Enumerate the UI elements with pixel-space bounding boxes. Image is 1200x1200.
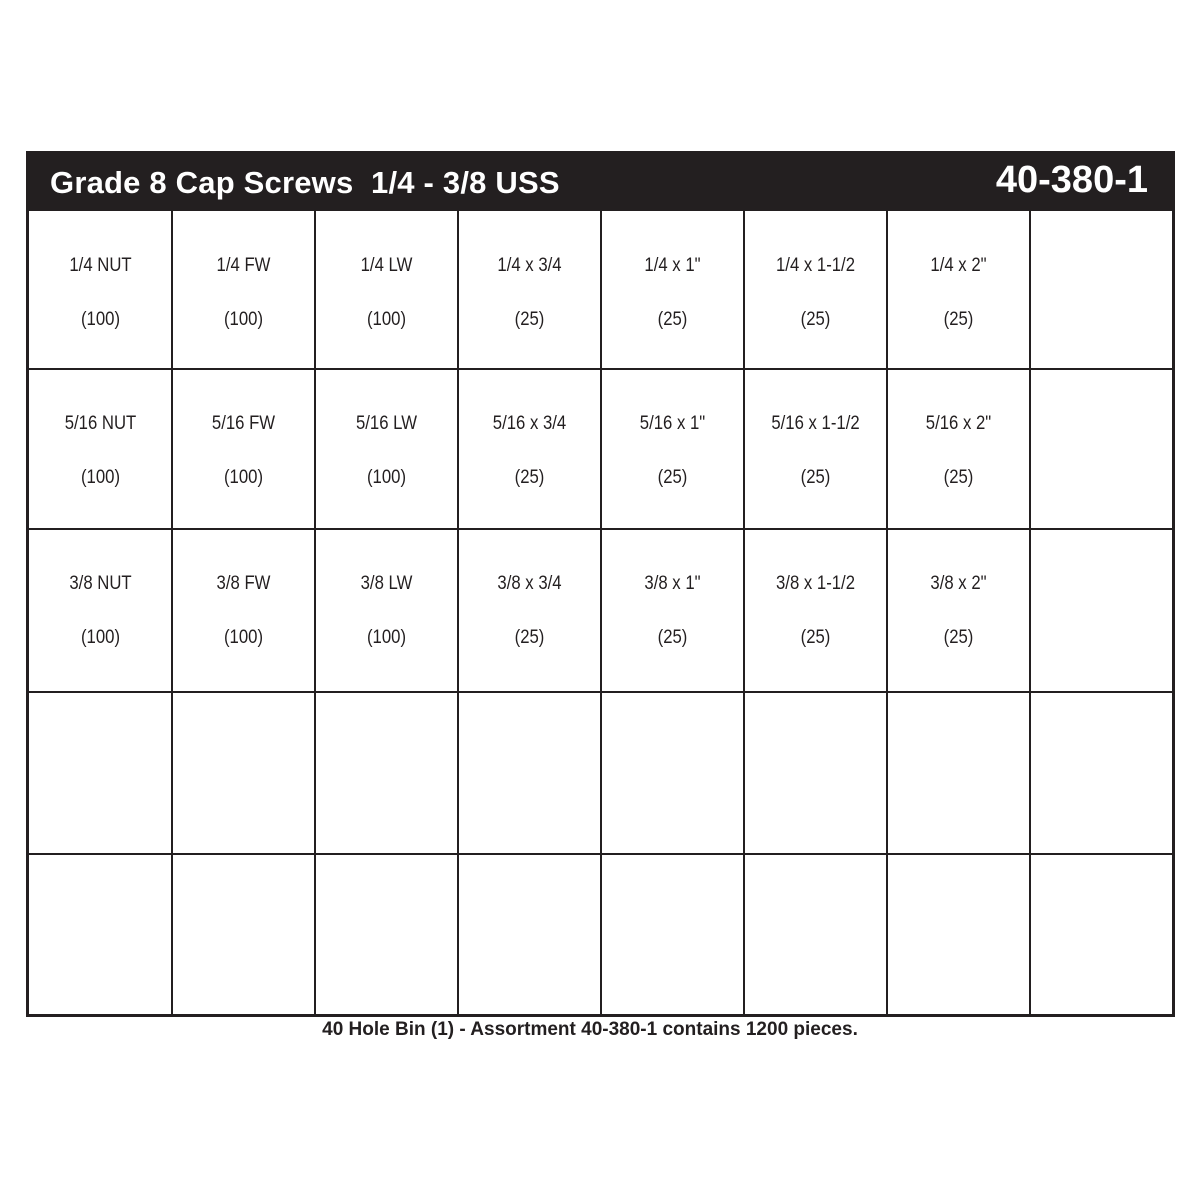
bin-quantity-label: (25) xyxy=(800,627,831,648)
bin-size-label: 1/4 x 1" xyxy=(644,255,701,276)
bin-cell xyxy=(1030,573,1172,605)
bin-cell xyxy=(1030,736,1172,768)
bin-size-label: 1/4 x 3/4 xyxy=(497,255,562,276)
bin-cell xyxy=(315,255,458,331)
bin-size-label: 1/4 x 1-1/2 xyxy=(775,255,856,276)
bin-cell xyxy=(601,898,744,930)
bin-quantity-label: (25) xyxy=(657,309,688,330)
bin-size-label: 5/16 x 1" xyxy=(639,413,706,434)
bin-cell xyxy=(315,736,458,768)
bin-cell xyxy=(601,736,744,768)
bin-cell xyxy=(887,573,1030,649)
bin-cell xyxy=(29,573,172,649)
grid-row-divider xyxy=(29,528,1172,530)
bin-cell xyxy=(744,573,887,649)
bin-cell xyxy=(458,898,601,930)
bin-quantity-label: (100) xyxy=(366,627,407,648)
bin-size-label: 5/16 FW xyxy=(211,413,276,434)
bin-quantity-label: (100) xyxy=(223,627,264,648)
bin-cell xyxy=(29,736,172,768)
bin-size-label: 3/8 x 1-1/2 xyxy=(775,573,856,594)
bin-quantity-label: (25) xyxy=(800,309,831,330)
bin-quantity-label: (100) xyxy=(80,627,121,648)
bin-cell xyxy=(744,255,887,331)
bin-quantity-label: (100) xyxy=(366,309,407,330)
bin-cell xyxy=(29,413,172,489)
assortment-title: Grade 8 Cap Screws 1/4 - 3/8 USS xyxy=(50,165,560,200)
bin-size-label: 5/16 x 3/4 xyxy=(492,413,567,434)
bin-quantity-label: (25) xyxy=(514,627,545,648)
assortment-code: 40-380-1 xyxy=(995,159,1148,201)
bin-size-label: 5/16 x 2" xyxy=(925,413,992,434)
bin-size-label: 5/16 NUT xyxy=(64,413,137,434)
bin-cell xyxy=(172,736,315,768)
bin-cell xyxy=(315,413,458,489)
bin-quantity-label: (25) xyxy=(657,467,688,488)
title-bar xyxy=(29,154,1172,211)
assortment-label xyxy=(26,151,1175,1017)
bin-size-label: 1/4 LW xyxy=(360,255,413,276)
bin-cell xyxy=(172,898,315,930)
bin-size-label: 1/4 x 2" xyxy=(930,255,987,276)
bin-quantity-label: (25) xyxy=(943,309,974,330)
bin-cell xyxy=(744,898,887,930)
bin-cell xyxy=(172,413,315,489)
bin-cell xyxy=(172,573,315,649)
bin-grid xyxy=(29,211,1172,1014)
bin-quantity-label: (25) xyxy=(514,309,545,330)
grid-row-divider xyxy=(29,691,1172,693)
bin-size-label: 5/16 x 1-1/2 xyxy=(771,413,860,434)
bin-cell xyxy=(744,413,887,489)
bin-quantity-label: (100) xyxy=(366,467,407,488)
bin-size-label: 3/8 NUT xyxy=(69,573,132,594)
bin-cell xyxy=(1030,898,1172,930)
bin-cell xyxy=(29,255,172,331)
bin-cell xyxy=(887,255,1030,331)
bin-quantity-label: (100) xyxy=(80,467,121,488)
grid-row-divider xyxy=(29,368,1172,370)
bin-cell xyxy=(887,736,1030,768)
bin-cell xyxy=(601,255,744,331)
bin-quantity-label: (25) xyxy=(943,627,974,648)
bin-cell xyxy=(1030,255,1172,287)
bin-cell xyxy=(887,898,1030,930)
bin-quantity-label: (25) xyxy=(657,627,688,648)
bin-size-label: 1/4 FW xyxy=(216,255,271,276)
bin-size-label: 3/8 LW xyxy=(360,573,413,594)
bin-cell xyxy=(458,413,601,489)
bin-cell xyxy=(601,573,744,649)
grid-row-divider xyxy=(29,853,1172,855)
bin-cell xyxy=(315,573,458,649)
bin-cell xyxy=(458,573,601,649)
bin-size-label: 1/4 NUT xyxy=(69,255,132,276)
bin-cell xyxy=(29,898,172,930)
bin-cell xyxy=(458,255,601,331)
bin-size-label: 3/8 FW xyxy=(216,573,271,594)
bin-quantity-label: (25) xyxy=(800,467,831,488)
bin-cell xyxy=(744,736,887,768)
bin-size-label: 5/16 LW xyxy=(355,413,418,434)
bin-size-label: 3/8 x 3/4 xyxy=(497,573,562,594)
bin-cell xyxy=(458,736,601,768)
bin-quantity-label: (100) xyxy=(80,309,121,330)
bin-quantity-label: (100) xyxy=(223,467,264,488)
bin-cell xyxy=(172,255,315,331)
bin-quantity-label: (100) xyxy=(223,309,264,330)
bin-quantity-label: (25) xyxy=(514,467,545,488)
bin-quantity-label: (25) xyxy=(943,467,974,488)
footer-note: 40 Hole Bin (1) - Assortment 40-380-1 contains 1200 pieces. xyxy=(322,1019,858,1040)
bin-cell xyxy=(887,413,1030,489)
bin-size-label: 3/8 x 1" xyxy=(644,573,701,594)
bin-size-label: 3/8 x 2" xyxy=(930,573,987,594)
bin-cell xyxy=(315,898,458,930)
bin-cell xyxy=(601,413,744,489)
bin-cell xyxy=(1030,413,1172,445)
